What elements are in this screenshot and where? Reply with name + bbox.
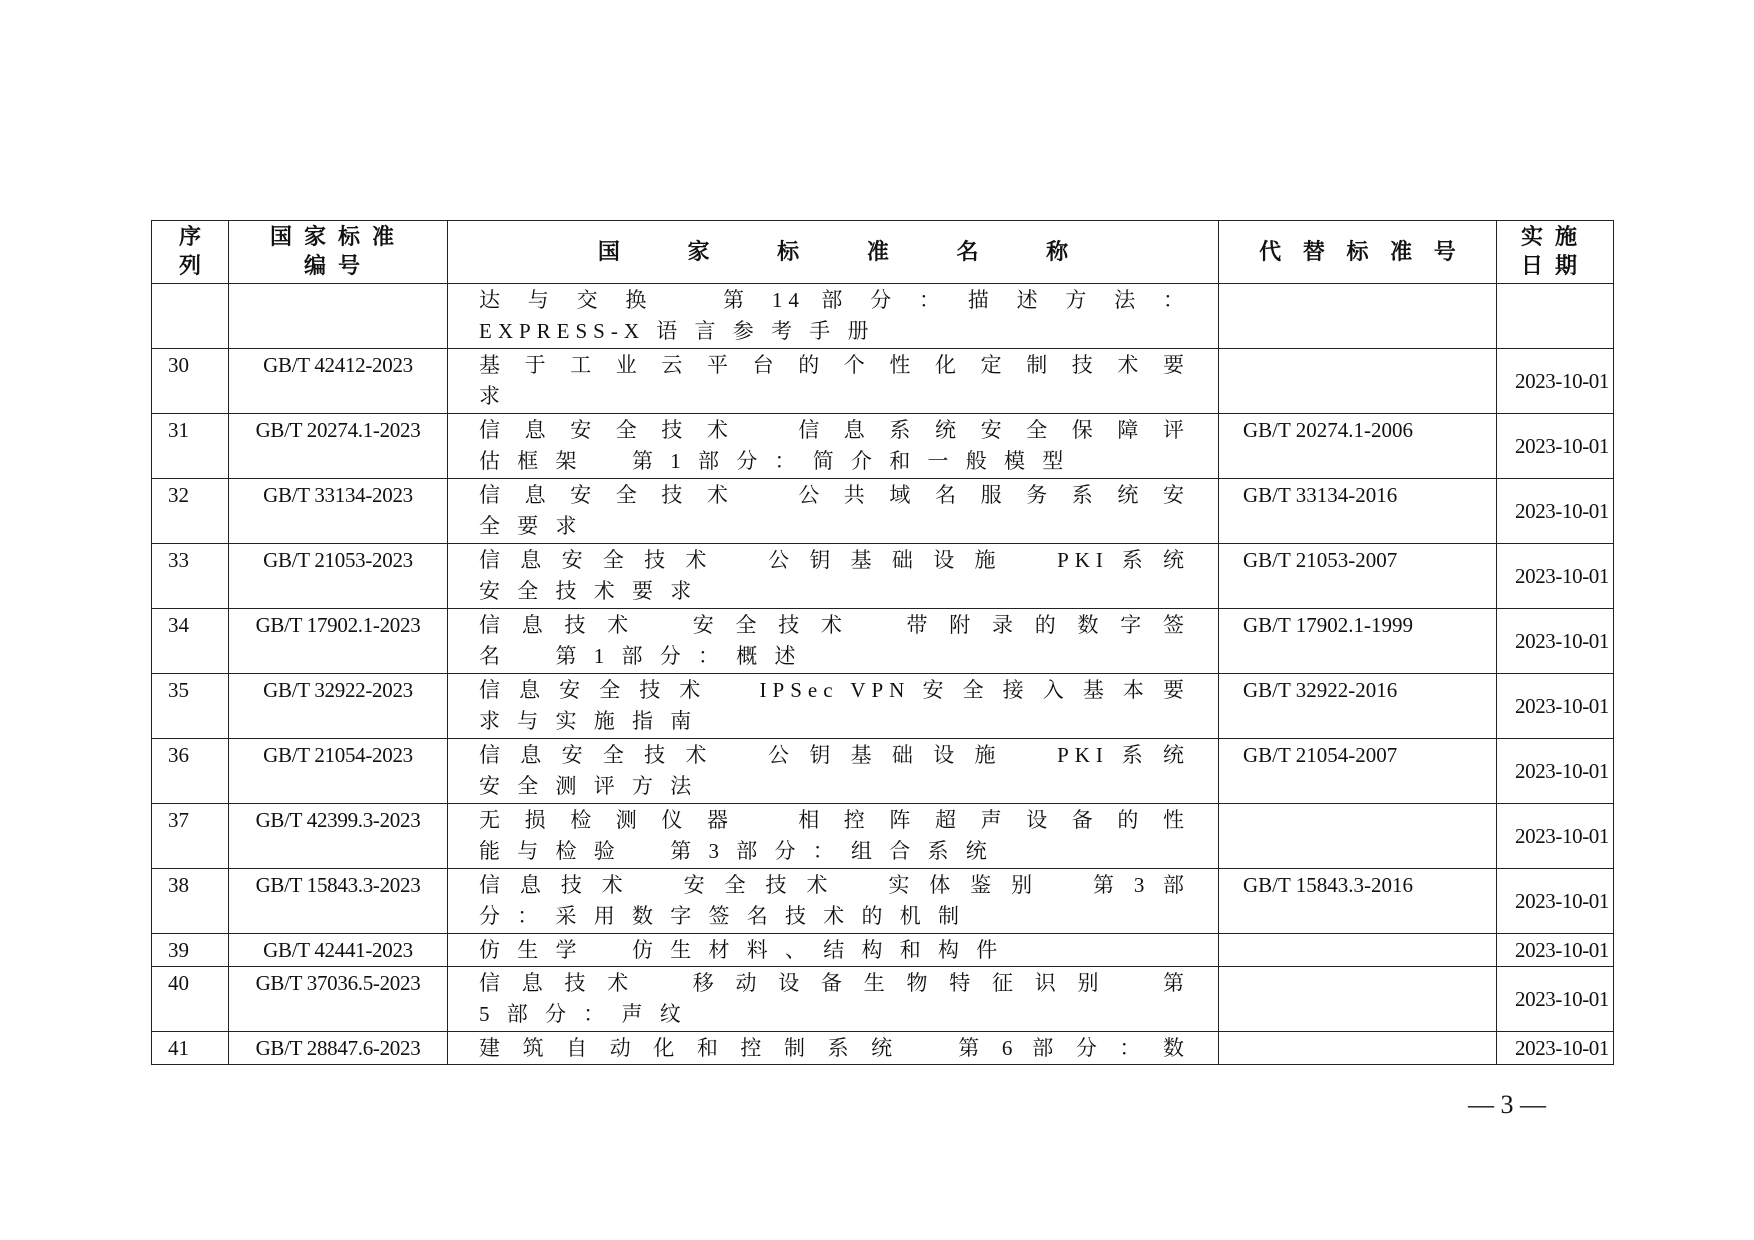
row-name [448,869,1219,934]
table-row [152,869,1614,934]
row-replaced: GB/T 33134-2016 [1219,479,1497,544]
row-name [448,967,1219,1032]
row-name [448,609,1219,674]
row-date: 2023-10-01 [1497,967,1614,1032]
header-seq: 序 列 [152,221,229,284]
row-replaced: GB/T 21053-2007 [1219,544,1497,609]
row-name-line-1: 达 与 交 换 第 14 部 分 ： 描 述 方 法 ： [479,288,1190,312]
row-replaced [1219,934,1497,967]
row-code: GB/T 42441-2023 [229,934,448,967]
row-name-line-2: 求 与 实 施 指 南 [479,709,698,733]
row-name-line-1: 仿 生 学 仿 生 材 料 、 结 构 和 构 件 [479,938,1004,962]
row-name [448,674,1219,739]
row-code: GB/T 17902.1-2023 [229,609,448,674]
row-name-line-1: 信 息 安 全 技 术 公 钥 基 础 设 施 PKI 系 统 [479,548,1190,572]
row-date: 2023-10-01 [1497,349,1614,414]
table-row [152,609,1614,674]
row-seq: 32 [152,479,229,544]
row-seq: 38 [152,869,229,934]
row-seq: 39 [152,934,229,967]
row-seq: 36 [152,739,229,804]
row-code: GB/T 15843.3-2023 [229,869,448,934]
row-code: GB/T 21053-2023 [229,544,448,609]
row-date: 2023-10-01 [1497,414,1614,479]
row-name [448,284,1219,349]
row-date: 2023-10-01 [1497,479,1614,544]
row-name [448,544,1219,609]
row-name-line-1: 基 于 工 业 云 平 台 的 个 性 化 定 制 技 术 要 [479,353,1190,377]
row-seq: 33 [152,544,229,609]
header-name: 国 家 标 准 名 称 [448,221,1219,284]
row-replaced: GB/T 15843.3-2016 [1219,869,1497,934]
row-code: GB/T 28847.6-2023 [229,1032,448,1065]
row-date: 2023-10-01 [1497,934,1614,967]
row-date: 2023-10-01 [1497,609,1614,674]
row-code: GB/T 37036.5-2023 [229,967,448,1032]
row-name-line-2: 估 框 架 第 1 部 分 ： 简 介 和 一 般 模 型 [479,449,1070,473]
row-replaced [1219,284,1497,349]
header-replaced: 代 替 标 准 号 [1219,221,1497,284]
row-date: 2023-10-01 [1497,674,1614,739]
row-name-line-2: 求 [479,384,506,408]
table-row [152,934,1614,967]
table-row [152,674,1614,739]
page-number: — 3 — [1468,1090,1546,1119]
row-name-line-1: 信 息 技 术 移 动 设 备 生 物 特 征 识 别 第 [479,971,1190,995]
row-name-line-2: 全 要 求 [479,514,583,538]
row-name-line-1: 信 息 安 全 技 术 信 息 系 统 安 全 保 障 评 [479,418,1190,442]
row-name [448,739,1219,804]
row-seq: 31 [152,414,229,479]
row-date: 2023-10-01 [1497,869,1614,934]
row-code: GB/T 42399.3-2023 [229,804,448,869]
row-name [448,804,1219,869]
row-date [1497,284,1614,349]
row-code: GB/T 42412-2023 [229,349,448,414]
row-name [448,414,1219,479]
row-replaced [1219,967,1497,1032]
table-row [152,967,1614,1032]
row-name-line-1: 信 息 安 全 技 术 公 钥 基 础 设 施 PKI 系 统 [479,743,1190,767]
row-name-line-2: 5 部 分 ： 声 纹 [479,1002,687,1026]
table-row [152,414,1614,479]
row-code: GB/T 20274.1-2023 [229,414,448,479]
row-name-line-1: 建 筑 自 动 化 和 控 制 系 统 第 6 部 分 ： 数 [479,1036,1190,1060]
row-name-line-2: 能 与 检 验 第 3 部 分 ： 组 合 系 统 [479,839,993,863]
row-name [448,934,1219,967]
row-seq: 41 [152,1032,229,1065]
row-seq: 30 [152,349,229,414]
row-replaced: GB/T 17902.1-1999 [1219,609,1497,674]
row-name-line-1: 无 损 检 测 仪 器 相 控 阵 超 声 设 备 的 性 [479,808,1190,832]
row-name-line-2: 名 第 1 部 分 ： 概 述 [479,644,802,668]
row-date: 2023-10-01 [1497,1032,1614,1065]
row-name-line-2: 安 全 测 评 方 法 [479,774,698,798]
row-name-line-1: 信 息 技 术 安 全 技 术 带 附 录 的 数 字 签 [479,613,1190,637]
table-row [152,804,1614,869]
row-seq: 34 [152,609,229,674]
row-date: 2023-10-01 [1497,739,1614,804]
row-replaced [1219,804,1497,869]
row-replaced: GB/T 21054-2007 [1219,739,1497,804]
standards-table [151,220,1614,1065]
row-replaced: GB/T 20274.1-2006 [1219,414,1497,479]
row-name-line-1: 信 息 安 全 技 术 IPSec VPN 安 全 接 入 基 本 要 [479,678,1190,702]
table-row [152,349,1614,414]
row-seq: 37 [152,804,229,869]
row-date: 2023-10-01 [1497,804,1614,869]
row-name-line-2: EXPRESS-X 语 言 参 考 手 册 [479,319,875,343]
row-code [229,284,448,349]
row-code: GB/T 33134-2023 [229,479,448,544]
table-header-row [152,221,1614,284]
table-row [152,1032,1614,1065]
row-name-line-1: 信 息 安 全 技 术 公 共 域 名 服 务 系 统 安 [479,483,1190,507]
table-row [152,479,1614,544]
row-name-line-2: 分 ： 采 用 数 字 签 名 技 术 的 机 制 [479,904,965,928]
row-code: GB/T 21054-2023 [229,739,448,804]
row-seq [152,284,229,349]
row-seq: 35 [152,674,229,739]
row-name [448,1032,1219,1065]
row-name [448,349,1219,414]
row-replaced [1219,349,1497,414]
header-date: 实施 日期 [1497,221,1614,284]
row-code: GB/T 32922-2023 [229,674,448,739]
row-name-line-2: 安 全 技 术 要 求 [479,579,698,603]
row-name-line-1: 信 息 技 术 安 全 技 术 实 体 鉴 别 第 3 部 [479,873,1190,897]
table-row [152,284,1614,349]
header-code: 国家标准 编号 [229,221,448,284]
row-replaced: GB/T 32922-2016 [1219,674,1497,739]
row-name [448,479,1219,544]
row-date: 2023-10-01 [1497,544,1614,609]
table-row [152,544,1614,609]
row-seq: 40 [152,967,229,1032]
row-replaced [1219,1032,1497,1065]
table-row [152,739,1614,804]
